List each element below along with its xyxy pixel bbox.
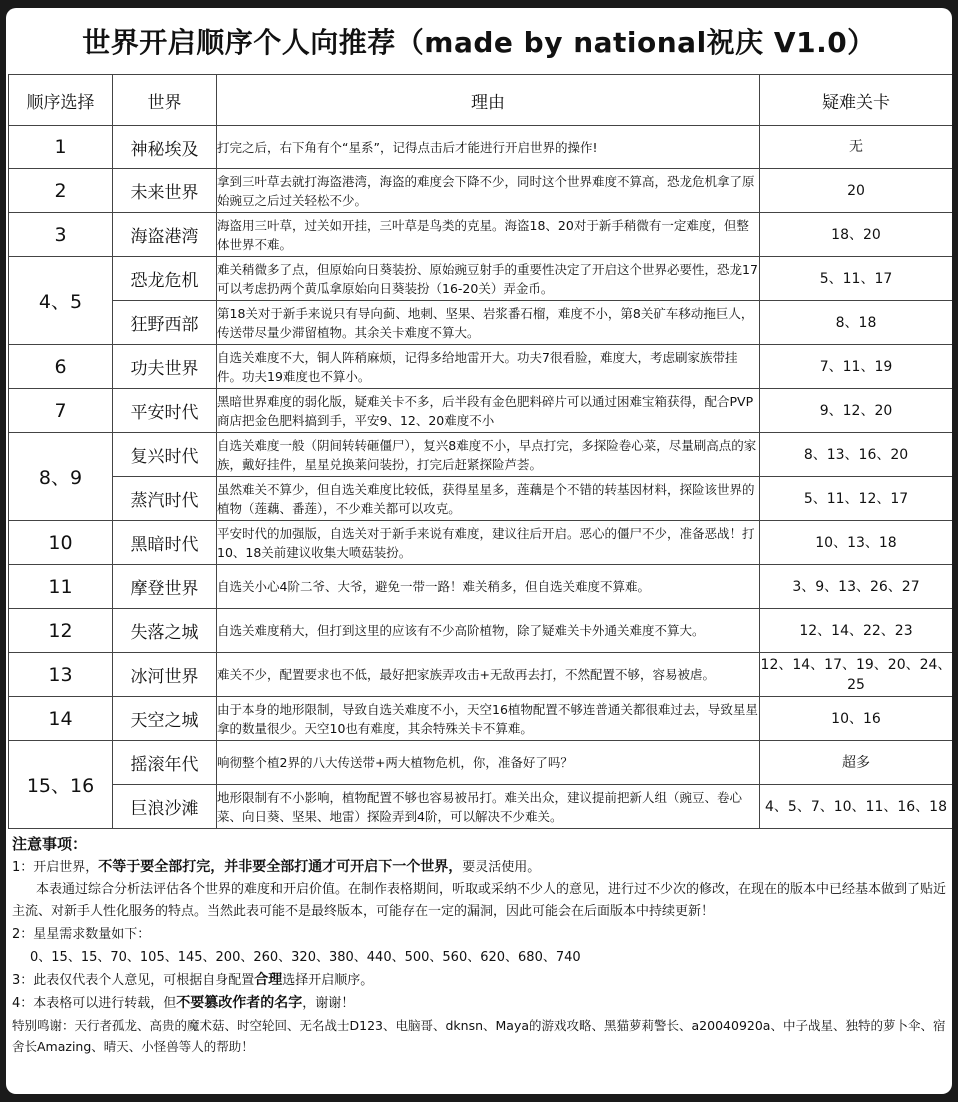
- table-row: [9, 213, 953, 257]
- table-row: [9, 345, 953, 389]
- order-cell: 6: [9, 345, 113, 389]
- order-cell: 13: [9, 653, 113, 697]
- order-cell: 8、9: [9, 433, 113, 521]
- world-cell: 失落之城: [113, 609, 217, 653]
- reason-cell: 平安时代的加强版，自选关对于新手来说有难度，建议往后开启。恶心的僵尸不少，准备恶战！打10、18关前建议收集大喷菇装扮。: [217, 521, 760, 565]
- world-cell: 巨浪沙滩: [113, 785, 217, 829]
- table-row: [9, 257, 953, 301]
- difficult-cell: 4、5、7、10、11、16、18: [760, 785, 953, 829]
- table-row: [9, 609, 953, 653]
- order-cell: 14: [9, 697, 113, 741]
- reason-cell: 由于本身的地形限制，导致自选关难度不小，天空16植物配置不够连普通关都很难过去，导致星星拿的数量很少。天空10也有难度，其余特殊关卡不算难。: [217, 697, 760, 741]
- difficult-cell: 超多: [760, 741, 953, 785]
- reason-cell: 响彻整个植2界的八大传送带+两大植物危机，你，准备好了吗？: [217, 741, 760, 785]
- table-row: [9, 653, 953, 697]
- world-cell: 平安时代: [113, 389, 217, 433]
- note-1-suffix: 要灵活使用。: [462, 860, 541, 875]
- reason-cell: 虽然难关不算少，但自选关难度比较低，获得星星多，莲藕是个不错的转基因材料，探险该世界的植物（莲藕、番莲），不少难关都可以攻克。: [217, 477, 760, 521]
- table-row: [9, 521, 953, 565]
- world-cell: 复兴时代: [113, 433, 217, 477]
- difficult-cell: 9、12、20: [760, 389, 953, 433]
- reason-cell: 难关不少，配置要求也不低，最好把家族弄攻击+无敌再去打，不然配置不够，容易被虐。: [217, 653, 760, 697]
- order-cell: 3: [9, 213, 113, 257]
- order-cell: 4、5: [9, 257, 113, 345]
- note-3-prefix: 3：此表仅代表个人意见，可根据自身配置: [12, 973, 255, 988]
- header-reason: 理由: [217, 75, 760, 126]
- table-row: [9, 389, 953, 433]
- world-cell: 摇滚年代: [113, 741, 217, 785]
- header-difficult: 疑难关卡: [760, 75, 953, 126]
- reason-cell: 难关稍微多了点，但原始向日葵装扮、原始豌豆射手的重要性决定了开启这个世界必要性，恐龙17可以考虑扔两个黄瓜拿原始向日葵装扮（16-20关）弄金币。: [217, 257, 760, 301]
- reason-cell: 自选关小心4阶二爷、大爷，避免一带一路！难关稍多，但自选关难度不算难。: [217, 565, 760, 609]
- note-1-bold: 不等于要全部打完，并非要全部打通才可开启下一个世界，: [98, 859, 463, 875]
- header-world: 世界: [113, 75, 217, 126]
- difficult-cell: 20: [760, 169, 953, 213]
- world-cell: 摩登世界: [113, 565, 217, 609]
- order-cell: 10: [9, 521, 113, 565]
- special-thanks: 特别鸣谢：天行者孤龙、高贵的魔术菇、时空轮回、无名战士D123、电脑哥、dknsn、Maya的游戏攻略、黑猫萝莉警长、a20040920a、中子战星、独特的萝卜伞、宿舍长Amazing、晴天、小怪兽等人的帮助！: [12, 1018, 946, 1054]
- reason-cell: 黑暗世界难度的弱化版，疑难关卡不多，后半段有金色肥料碎片可以通过困难宝箱获得，配合PVP商店把金色肥料搞到手，平安9、12、20难度不小: [217, 389, 760, 433]
- table-row: [9, 741, 953, 785]
- difficult-cell: 18、20: [760, 213, 953, 257]
- table-row: [9, 785, 953, 829]
- order-cell: 12: [9, 609, 113, 653]
- table-row: [9, 126, 953, 169]
- world-cell: 狂野西部: [113, 301, 217, 345]
- table-row: [9, 301, 953, 345]
- table-header-row: [9, 75, 953, 126]
- note-1-prefix: 1：开启世界，: [12, 860, 99, 875]
- world-cell: 蒸汽时代: [113, 477, 217, 521]
- difficult-cell: 10、16: [760, 697, 953, 741]
- world-cell: 恐龙危机: [113, 257, 217, 301]
- world-cell: 神秘埃及: [113, 126, 217, 169]
- order-cell: 2: [9, 169, 113, 213]
- order-cell: 1: [9, 126, 113, 169]
- difficult-cell: 无: [760, 126, 953, 169]
- note-4: [12, 992, 946, 1015]
- note-3-suffix: 选择开启顺序。: [282, 973, 374, 988]
- world-cell: 未来世界: [113, 169, 217, 213]
- notes-heading: 注意事项：: [12, 835, 88, 853]
- recommendation-sheet: [6, 8, 952, 1094]
- note-4-prefix: 4：本表格可以进行转载，但: [12, 996, 177, 1011]
- reason-cell: 地形限制有不小影响，植物配置不够也容易被吊打。难关出众，建议提前把新人组（豌豆、卷心菜、向日葵、坚果、地雷）探险弄到4阶，可以解决不少难关。: [217, 785, 760, 829]
- reason-cell: 拿到三叶草去就打海盗港湾，海盗的难度会下降不少，同时这个世界难度不算高，恐龙危机拿了原始豌豆之后过关轻松不少。: [217, 169, 760, 213]
- reason-cell: 海盗用三叶草，过关如开挂，三叶草是鸟类的克星。海盗18、20对于新手稍微有一定难度，但整体世界不难。: [217, 213, 760, 257]
- reason-cell: 打完之后，右下角有个“星系”，记得点击后才能进行开启世界的操作!: [217, 126, 760, 169]
- note-4-bold: 不要篡改作者的名字: [176, 995, 303, 1011]
- difficult-cell: 8、18: [760, 301, 953, 345]
- difficult-cell: 10、13、18: [760, 521, 953, 565]
- note-1: [12, 856, 946, 879]
- table-row: [9, 433, 953, 477]
- world-cell: 海盗港湾: [113, 213, 217, 257]
- reason-cell: 自选关难度一般（阴间转转砸僵尸），复兴8难度不小，早点打完，多探险卷心菜，尽量刷高点的家族，戴好挂件，星星兑换莱问装扮，打完后赶紧探险芦荟。: [217, 433, 760, 477]
- reason-cell: 自选关难度稍大，但打到这里的应该有不少高阶植物，除了疑难关卡外通关难度不算大。: [217, 609, 760, 653]
- reason-cell: 第18关对于新手来说只有导向蓟、地刺、坚果、岩浆番石榴，难度不小，第8关矿车移动拖巨人，传送带尽量少滞留植物。其余关卡难度不算大。: [217, 301, 760, 345]
- page-title: 世界开启顺序个人向推荐（made by national祝庆 V1.0）: [82, 26, 876, 59]
- note-3-bold: 合理: [254, 972, 283, 988]
- table-row: [9, 169, 953, 213]
- table-row: [9, 477, 953, 521]
- note-3: [12, 969, 946, 992]
- order-cell: 15、16: [9, 741, 113, 829]
- world-cell: 功夫世界: [113, 345, 217, 389]
- notes-section: [6, 829, 952, 1057]
- difficult-cell: 5、11、17: [760, 257, 953, 301]
- note-4-suffix: ，谢谢！: [302, 996, 355, 1011]
- world-cell: 冰河世界: [113, 653, 217, 697]
- header-order: 顺序选择: [9, 75, 113, 126]
- order-cell: 11: [9, 565, 113, 609]
- table-body: [9, 126, 953, 829]
- difficult-cell: 7、11、19: [760, 345, 953, 389]
- world-cell: 黑暗时代: [113, 521, 217, 565]
- order-cell: 7: [9, 389, 113, 433]
- table-row: [9, 565, 953, 609]
- note-2: 2：星星需求数量如下：: [12, 927, 151, 942]
- world-order-table: [8, 74, 952, 829]
- table-row: [9, 697, 953, 741]
- difficult-cell: 3、9、13、26、27: [760, 565, 953, 609]
- world-cell: 天空之城: [113, 697, 217, 741]
- reason-cell: 自选关难度不大，铜人阵稍麻烦，记得多给地雷开大。功夫7很看脸，难度大，考虑刷家族带挂件。功夫19难度也不算小。: [217, 345, 760, 389]
- note-paragraph: 本表通过综合分析法评估各个世界的难度和开启价值。在制作表格期间，听取或采纳不少人的意见，进行过不少次的修改，在现在的版本中已经基本做到了贴近主流、对新手人性化服务的特点。当然此表可能不是最终版本，可能存在一定的漏洞，因此可能会在后面版本中持续更新！: [12, 882, 947, 919]
- difficult-cell: 12、14、17、19、20、24、25: [760, 653, 953, 697]
- difficult-cell: 8、13、16、20: [760, 433, 953, 477]
- star-requirements: 0、15、15、70、105、145、200、260、320、380、440、500、560、620、680、740: [30, 950, 581, 965]
- difficult-cell: 12、14、22、23: [760, 609, 953, 653]
- difficult-cell: 5、11、12、17: [760, 477, 953, 521]
